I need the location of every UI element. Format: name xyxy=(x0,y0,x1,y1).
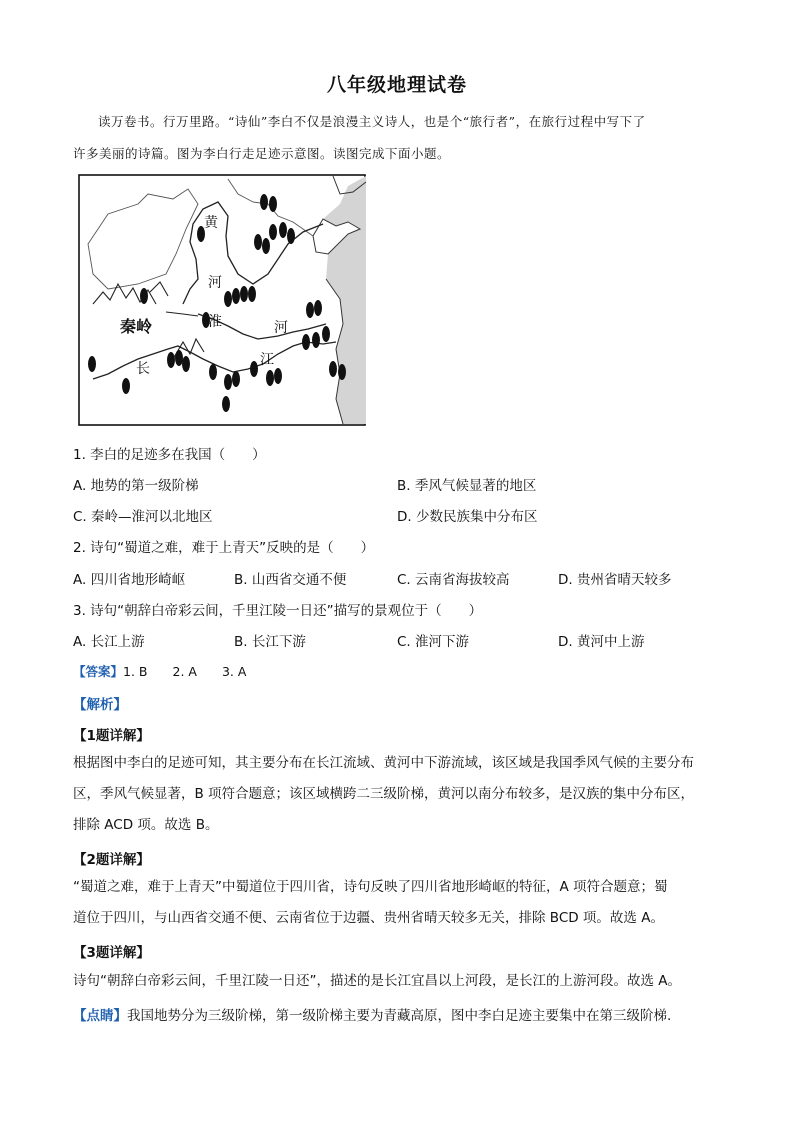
footprint-icon xyxy=(287,228,295,244)
intro-line-2: 许多美丽的诗篇。图为李白行走足迹示意图。读图完成下面小题。 xyxy=(73,146,451,161)
footprint-icon xyxy=(312,332,320,348)
question-2-option-c: C. 云南省海拔较高 xyxy=(397,572,510,588)
map-label-huai: 淮 xyxy=(208,314,222,330)
footprint-icon xyxy=(224,291,232,307)
question-3-option-a: A. 长江上游 xyxy=(73,634,145,650)
footprint-icon xyxy=(167,352,175,368)
map-svg xyxy=(78,174,368,426)
footprint-icon xyxy=(279,222,287,238)
map-label-huang: 黄 xyxy=(204,215,218,231)
question-2-option-d: D. 贵州省晴天较多 xyxy=(558,572,672,588)
analysis-label: 【解析】 xyxy=(73,697,127,713)
page-title: 八年级地理试卷 xyxy=(326,74,467,96)
map-label-chang: 长 xyxy=(136,361,150,377)
map-label-qinling: 秦岭 xyxy=(120,317,153,336)
footprint-icon xyxy=(88,356,96,372)
question-2-option-b: B. 山西省交通不便 xyxy=(234,572,347,588)
footprint-icon xyxy=(329,361,337,377)
question-2-option-a: A. 四川省地形崎岖 xyxy=(73,572,186,588)
question-1-option-c: C. 秦岭—淮河以北地区 xyxy=(73,509,213,525)
q3-detail-title: 【3题详解】 xyxy=(73,945,150,961)
footprint-icon xyxy=(269,224,277,240)
tip-label: 【点睛】 xyxy=(73,1008,127,1024)
footprint-icon xyxy=(250,361,258,377)
footprint-icon xyxy=(209,364,217,380)
intro-paragraph xyxy=(73,106,721,170)
footprint-icon xyxy=(248,286,256,302)
answer-label: 【答案】 xyxy=(73,664,124,679)
footprint-icon xyxy=(222,396,230,412)
q2-detail-line: 道位于四川，与山西省交通不便、云南省位于边疆、贵州省晴天较多无关，排除 BCD 项。故选 A。 xyxy=(73,910,664,926)
footprint-icon xyxy=(240,286,248,302)
footprint-icon xyxy=(140,288,148,304)
intro-line-1: 读万卷书。行万里路。“诗仙”李白不仅是浪漫主义诗人，也是个“旅行者”，在旅行过程中写下了 xyxy=(98,114,646,129)
question-3-stem: 3. 诗句“朝辞白帝彩云间，千里江陵一日还”描写的景观位于（ ） xyxy=(73,603,483,619)
footprint-icon xyxy=(274,368,282,384)
footprint-icon xyxy=(322,326,330,342)
question-2-stem: 2. 诗句“蜀道之难，难于上青天”反映的是（ ） xyxy=(73,540,375,556)
footprint-icon xyxy=(175,350,183,366)
footprint-icon xyxy=(302,334,310,350)
map-label-he-2: 河 xyxy=(274,320,288,336)
footprint-icon xyxy=(232,371,240,387)
question-3-option-d: D. 黄河中上游 xyxy=(558,634,645,650)
footprint-icon xyxy=(338,364,346,380)
answer-text: 1. B 2. A 3. A xyxy=(123,664,247,679)
footprint-icon xyxy=(260,194,268,210)
q2-detail-paragraph xyxy=(73,872,721,934)
question-1-option-d: D. 少数民族集中分布区 xyxy=(397,509,538,525)
q1-detail-paragraph xyxy=(73,748,721,841)
footprint-icon xyxy=(266,370,274,386)
footprint-icon xyxy=(232,288,240,304)
tip-text: 我国地势分为三级阶梯，第一级阶梯主要为青藏高原，图中李白足迹主要集中在第三级阶梯. xyxy=(127,1008,672,1024)
q1-detail-title: 【1题详解】 xyxy=(73,728,150,744)
footprint-icon xyxy=(269,196,277,212)
q1-detail-line: 排除 ACD 项。故选 B。 xyxy=(73,817,219,833)
q3-detail-paragraph xyxy=(73,966,721,997)
answer-row xyxy=(73,662,246,680)
footprint-icon xyxy=(314,300,322,316)
footprint-icon xyxy=(182,356,190,372)
footprint-icon xyxy=(122,378,130,394)
map-frame xyxy=(79,175,365,425)
question-3-option-b: B. 长江下游 xyxy=(234,634,306,650)
map-label-jiang: 江 xyxy=(260,352,274,368)
footprint-icon xyxy=(224,374,232,390)
footprint-icon xyxy=(262,238,270,254)
footprint-icon xyxy=(306,302,314,318)
map-label-he-1: 河 xyxy=(208,275,222,291)
question-1-option-b: B. 季风气候显著的地区 xyxy=(397,478,537,494)
q2-detail-line: “蜀道之难，难于上青天”中蜀道位于四川省，诗句反映了四川省地形崎岖的特征，A 项符合题意；蜀 xyxy=(73,879,668,895)
question-3-option-c: C. 淮河下游 xyxy=(397,634,470,650)
q2-detail-title: 【2题详解】 xyxy=(73,852,150,868)
q3-detail-line: 诗句“朝辞白帝彩云间，千里江陵一日还”，描述的是长江宜昌以上河段，是长江的上游河段。故选 A。 xyxy=(73,973,682,989)
question-1-stem: 1. 李白的足迹多在我国（ ） xyxy=(73,447,266,463)
q1-detail-line: 区，季风气候显著，B 项符合题意；该区域横跨二三级阶梯，黄河以南分布较多，是汉族的集中分布区， xyxy=(73,786,695,802)
q1-detail-line: 根据图中李白的足迹可知，其主要分布在长江流域、黄河中下游流域，该区域是我国季风气候的主要分布 xyxy=(73,755,694,771)
footprint-icon xyxy=(254,234,262,250)
tip-row xyxy=(73,1004,671,1024)
li-bai-footprint-map xyxy=(78,174,368,426)
question-1-option-a: A. 地势的第一级阶梯 xyxy=(73,478,199,494)
